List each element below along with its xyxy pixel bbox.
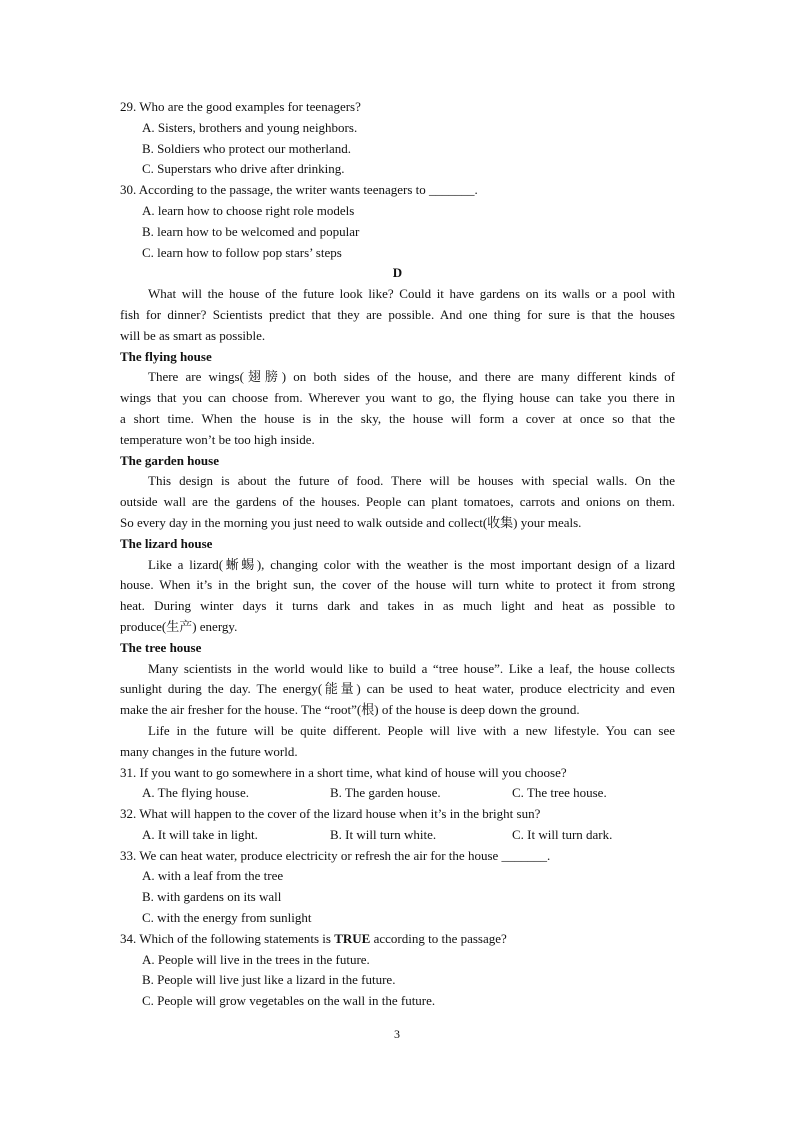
question-34-option-a: A. People will live in the trees in the future. <box>142 951 370 967</box>
question-33-option-a: A. with a leaf from the tree <box>142 868 284 884</box>
closing-paragraph <box>120 721 675 763</box>
flying-house-line: temperature won’t be too high inside. <box>120 431 315 447</box>
flying-house-line: wings that you can choose from. Wherever you want to go, the flying house can take you there in <box>120 390 675 406</box>
tree-house-line: sunlight during the day. The energy(能量) can be used to heat water, produce electricity and even <box>120 681 675 697</box>
closing-line: Life in the future will be quite different. People will live with a new lifestyle. You can see <box>148 722 675 738</box>
question-34-stem-start: 34. Which of the following statements is <box>120 930 335 946</box>
question-34-option-c: C. People will grow vegetables on the wall in the future. <box>142 993 436 1009</box>
question-29-option-a: A. Sisters, brothers and young neighbors. <box>142 119 358 135</box>
question-34-stem-emphasis: TRUE <box>334 930 371 946</box>
question-29-option-c: C. Superstars who drive after drinking. <box>142 161 345 177</box>
lizard-house-line: Like a lizard(蜥蜴), changing color with the weather is the most important design of a lizard <box>148 556 675 572</box>
question-29-stem: 29. Who are the good examples for teenagers? <box>120 99 361 114</box>
tree-house-line: Many scientists in the world would like to build a “tree house”. Like a leaf, the house collects <box>148 660 675 676</box>
question-31-stem: 31. If you want to go somewhere in a short time, what kind of house will you choose? <box>120 764 567 780</box>
lizard-house-line: produce(生产) energy. <box>120 618 238 634</box>
question-31-option-b: B. The garden house. <box>330 785 441 801</box>
intro-line: What will the house of the future look like? Could it have gardens on its walls or a pool with <box>148 286 675 302</box>
tree-house-line: make the air fresher for the house. The “root”(根) of the house is deep down the ground. <box>120 702 580 718</box>
garden-house-heading: The garden house <box>120 452 219 468</box>
flying-house-heading: The flying house <box>120 348 212 364</box>
question-29-option-b: B. Soldiers who protect our motherland. <box>142 140 352 156</box>
question-33-option-b: B. with gardens on its wall <box>142 889 282 905</box>
flying-house-line: a short time. When the house is in the sky, the house will form a cover at once so that the <box>120 410 675 426</box>
flying-house-paragraph <box>120 367 675 450</box>
garden-house-line: So every day in the morning you just need to walk outside and collect(收集) your meals. <box>120 514 582 530</box>
tree-house-paragraph <box>120 659 675 721</box>
question-31-option-a: A. The flying house. <box>142 785 249 801</box>
page-number: 3 <box>394 1027 400 1041</box>
garden-house-line: This design is about the future of food. There will be houses with special walls. On the <box>148 473 675 489</box>
garden-house-paragraph <box>120 471 675 533</box>
question-33-option-c: C. with the energy from sunlight <box>142 910 312 926</box>
lizard-house-heading: The lizard house <box>120 535 213 551</box>
question-30-stem: 30. According to the passage, the writer wants teenagers to _______. <box>120 182 478 198</box>
question-30-option-a: A. learn how to choose right role models <box>142 202 355 218</box>
question-34-stem <box>120 929 675 950</box>
intro-line: will be as smart as possible. <box>120 327 266 343</box>
question-31-option-c: C. The tree house. <box>512 785 607 801</box>
section-d-label: D <box>392 265 403 281</box>
question-34-option-b: B. People will live just like a lizard in the future. <box>142 972 396 988</box>
question-34-stem-end: according to the passage? <box>370 930 507 946</box>
intro-line: fish for dinner? Scientists predict that they are possible. And one thing for sure is that the houses <box>120 306 675 322</box>
tree-house-heading: The tree house <box>120 639 202 655</box>
question-32-option-a: A. It will take in light. <box>142 826 258 842</box>
question-32-options <box>120 825 675 846</box>
question-30-option-b: B. learn how to be welcomed and popular <box>142 223 360 239</box>
question-32-stem: 32. What will happen to the cover of the lizard house when it’s in the bright sun? <box>120 806 541 822</box>
lizard-house-paragraph <box>120 555 675 638</box>
lizard-house-line: heat. During winter days it turns dark and takes in as much light and heat as possible to <box>120 598 675 614</box>
question-32-option-b: B. It will turn white. <box>330 826 437 842</box>
closing-line: many changes in the future world. <box>120 743 298 759</box>
flying-house-line: There are wings(翅膀) on both sides of the house, and there are many different kinds of <box>148 369 675 385</box>
lizard-house-line: house. When it’s in the bright sun, the cover of the house will turn white to protect it from strong <box>120 577 675 593</box>
question-30-option-c: C. learn how to follow pop stars’ steps <box>142 244 342 260</box>
question-33-stem: 33. We can heat water, produce electricity or refresh the air for the house _______. <box>120 847 551 863</box>
question-31-options <box>120 783 675 804</box>
intro-paragraph <box>120 284 675 346</box>
question-32-option-c: C. It will turn dark. <box>512 826 613 842</box>
page-content <box>120 97 675 1012</box>
garden-house-line: outside wall are the gardens of the houses. People can plant tomatoes, carrots and onions on them. <box>120 494 675 510</box>
